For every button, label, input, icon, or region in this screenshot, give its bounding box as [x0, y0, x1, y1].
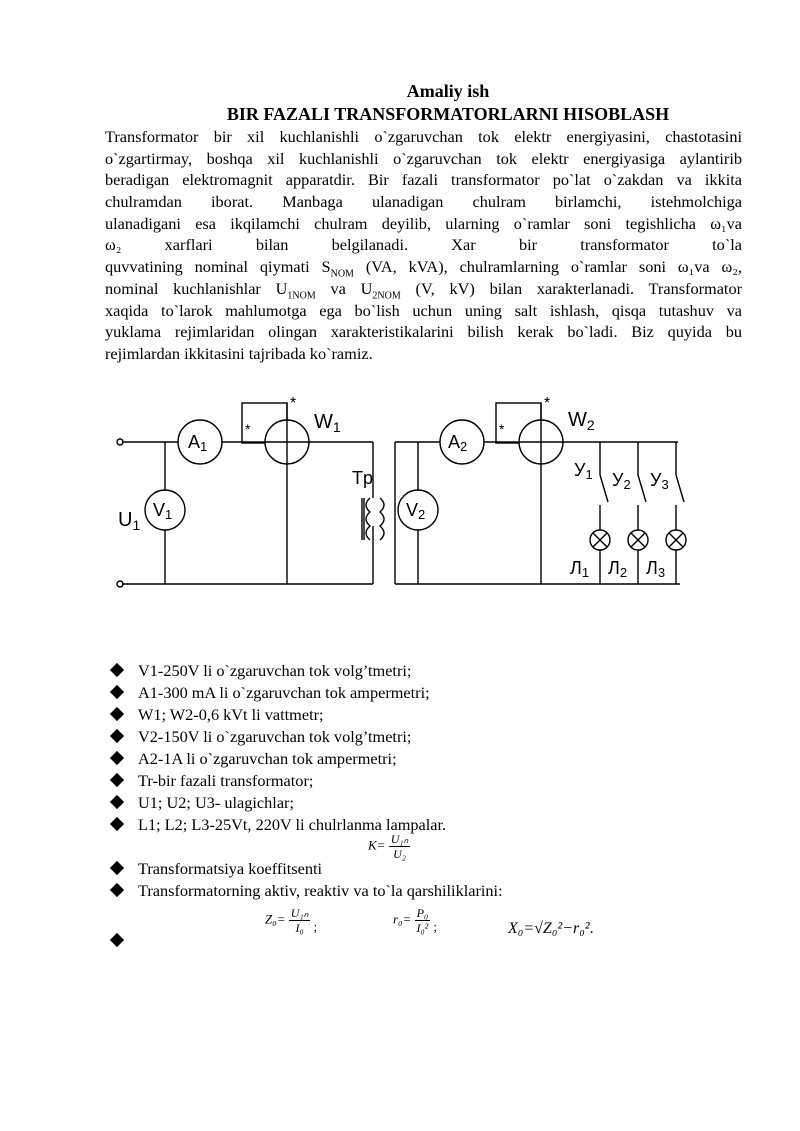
switch-y1-label: У1 — [574, 460, 593, 482]
document-subtitle: Amaliy ish — [406, 81, 490, 101]
switch-y2-label: У2 — [612, 470, 631, 492]
diamond-bullet-icon — [110, 751, 124, 765]
diamond-bullet-icon — [110, 685, 124, 699]
list-item: V1-250V li o`zgaruvchan tok volg’tmetri; — [112, 660, 411, 682]
diamond-bullet-icon — [110, 861, 124, 875]
list-item: A2-1A li o`zgaruvchan tok ampermetri; — [112, 748, 397, 770]
lamp-l1-label: Л1 — [570, 558, 590, 580]
circuit-diagram — [100, 390, 700, 600]
diamond-bullet-icon — [110, 707, 124, 721]
resistance-item: Transformatorning aktiv, reaktiv va to`la qarshiliklarini: — [112, 880, 503, 902]
paragraph-line: o`zgartirmay, boshqa xil kuchlanishli o`zgaruvchan tok elektr energiyasiga aylantirib — [105, 148, 742, 168]
formula-item — [112, 930, 138, 952]
paragraph-line: Transformator bir xil kuchlanishli o`zgaruvchan tok elektr energiyasini, chastotasini — [105, 127, 742, 146]
list-item: Tr-bir fazali transformator; — [112, 770, 313, 792]
ammeter-a1-label: A1 — [188, 432, 208, 454]
voltmeter-v1-label: V1 — [153, 500, 173, 522]
diamond-bullet-icon — [110, 933, 124, 947]
list-item: W1; W2-0,6 kVt li vattmetr; — [112, 704, 324, 726]
wattmeter-w1-label: $W_1$ — [314, 411, 341, 435]
ammeter-a2-label: A2 — [448, 432, 468, 454]
diamond-bullet-icon — [110, 883, 124, 897]
lamp-l3-label: Л3 — [646, 558, 666, 580]
paragraph-line: chulramdan iborat. Manbaga ulanadigan chulram birlamchi, istehmolchiga — [105, 192, 742, 212]
w1-star-left: * — [245, 421, 251, 437]
paragraph-line: beradigan elektromagnit apparatdir. Bir fazali transformator po`lat o`zakdan va ikkita — [105, 170, 742, 190]
paragraph-line: xaqida to`larok mahlumotga ega bo`lish uchun uning salt ishlash, qisqa tutashuv va — [105, 300, 742, 320]
list-item: V2-150V li o`zgaruvchan tok volg’tmetri; — [112, 726, 411, 748]
paragraph-line: quvvatining nominal qiymati $S_{NOM}$ (VA, kVA), chulramlarning o`ramlar soni ω₁va ω₂, — [105, 257, 742, 280]
paragraph-line: rejimlardan ikkitasini tajribada ko`ramiz. — [105, 343, 373, 363]
diamond-bullet-icon — [110, 817, 124, 831]
list-item: L1; L2; L3-25Vt, 220V li chulrlanma lampalar. — [112, 814, 446, 836]
terminal-u1-label: $U_1$ — [118, 509, 141, 533]
k-formula: K= $\frac{\text{U₁ₙ}}{\text{U₂}}$ — [368, 832, 409, 861]
w2-star-left: * — [499, 421, 505, 437]
coefficient-item: Transformatsiya koeffitsenti — [112, 858, 322, 880]
intro-paragraph — [105, 126, 742, 365]
z-formula: Z₀= $\frac{\text{U₁ₙ}}{\text{I₀}}$ ; — [265, 906, 318, 935]
w1-star-top: * — [290, 395, 297, 412]
paragraph-line: yuklama rejimlaridan olingan xarakteristikalarini bilish kerak bo`ladi. Biz quyida bu — [105, 322, 742, 342]
diamond-bullet-icon — [110, 773, 124, 787]
x-formula: X₀=√Z₀²−r₀². — [508, 920, 594, 937]
diamond-bullet-icon — [110, 795, 124, 809]
lamp-l2-label: Л2 — [608, 558, 628, 580]
list-item: U1; U2; U3- ulagichlar; — [112, 792, 294, 814]
w2-star-top: * — [544, 395, 551, 412]
transformer-label: Tp — [352, 468, 374, 488]
document-title: BIR FAZALI TRANSFORMATORLARNI HISOBLASH — [226, 104, 670, 124]
list-item: A1-300 mA li o`zgaruvchan tok ampermetri; — [112, 682, 430, 704]
voltmeter-v2-label: V2 — [406, 500, 426, 522]
paragraph-line: ω₂ xarflari bilan belgilanadi. Xar bir transformator to`la — [105, 235, 742, 255]
paragraph-line: nominal kuchlanishlar $U_{1NOM}$ va $U_{2NOM}$ (V, kV) bilan xarakterlanadi. Transformator — [105, 278, 743, 302]
paragraph-line: ulanadigani esa ikqilamchi chulram deyilib, ularning o`ramlar soni tegishlicha ω₁va — [105, 213, 742, 233]
diamond-bullet-icon — [110, 663, 124, 677]
wattmeter-w2-label: $W_2$ — [568, 409, 595, 433]
switch-y3-label: У3 — [650, 470, 669, 492]
r-formula: r₀= $\frac{\text{P₀}}{\text{I₀²}}$ ; — [393, 906, 437, 935]
diamond-bullet-icon — [110, 729, 124, 743]
